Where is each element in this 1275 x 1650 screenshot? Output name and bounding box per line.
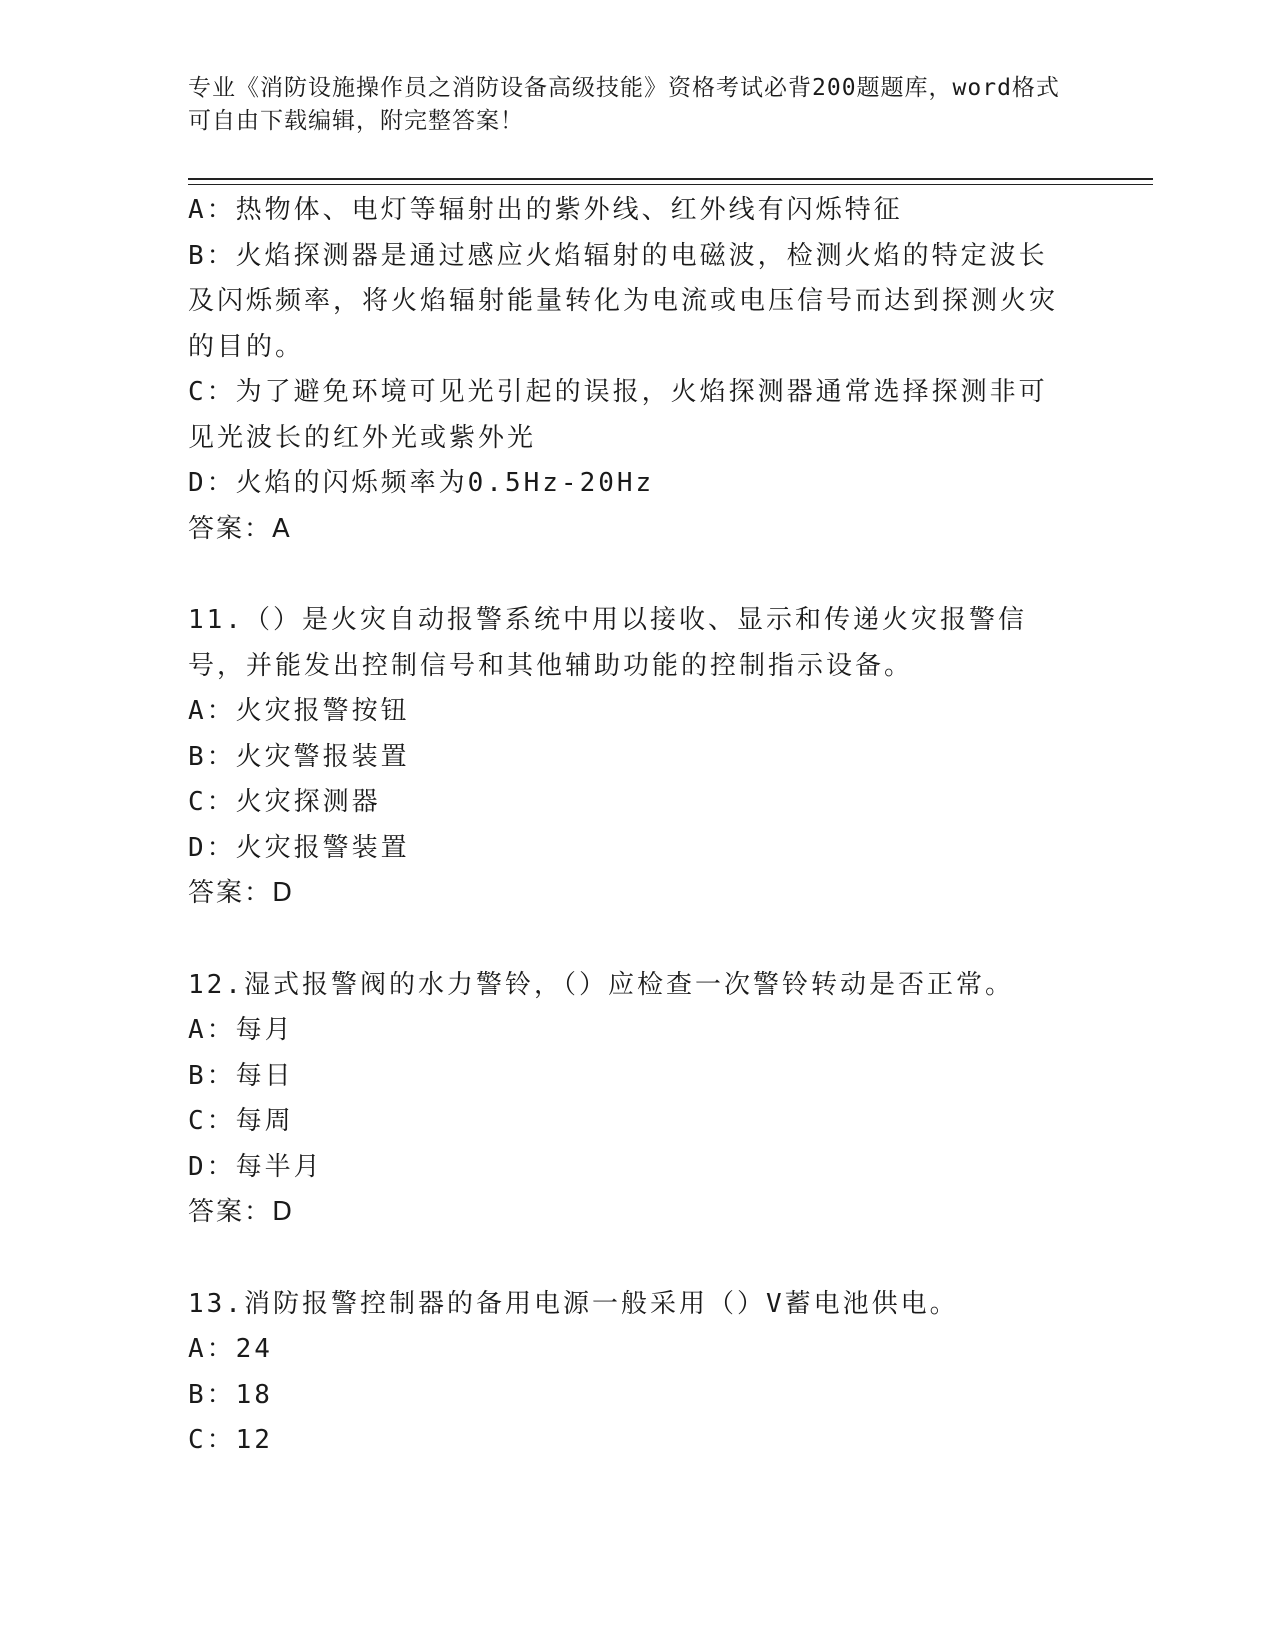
document-header [188,72,1068,138]
option-d: D：每半月 [188,1151,323,1182]
answer-line: 答案：D [188,878,295,908]
option-a: A：火灾报警按钮 [188,696,410,726]
option-d: D：火灾报警装置 [188,832,410,863]
question-13 [188,1282,1068,1464]
header-text: 专业《消防设施操作员之消防设备高级技能》资格考试必背200题题库，word格式可自由下载编辑，附完整答案！ [188,75,1060,134]
option-c: C：火灾探测器 [188,787,381,817]
question-11 [188,598,1068,917]
option-a: A：热物体、电灯等辐射出的紫外线、红外线有闪烁特征 [188,195,903,225]
option-a: A：每月 [188,1015,294,1045]
option-a: A：24 [188,1334,273,1364]
spacer [188,552,1068,598]
spacer [188,1236,1068,1282]
option-d: D：火焰的闪烁频率为0.5Hz-20Hz [188,468,655,498]
option-b: B：火灾警报装置 [188,741,410,772]
option-b: B：18 [188,1379,273,1410]
answer-line: 答案：D [188,1197,295,1227]
question-12 [188,963,1068,1236]
header-divider-thin [188,184,1153,185]
question-stem: 13.消防报警控制器的备用电源一般采用（）V蓄电池供电。 [188,1288,959,1319]
option-b: B：每日 [188,1060,294,1091]
option-c: C：为了避免环境可见光引起的误报，火焰探测器通常选择探测非可见光波长的红外光或紫外光 [188,377,1048,453]
option-c: C：12 [188,1425,273,1455]
question-stem: 12.湿式报警阀的水力警铃，（）应检查一次警铃转动是否正常。 [188,969,1014,1000]
question-stem: 11.（）是火灾自动报警系统中用以接收、显示和传递火灾报警信号，并能发出控制信号和其他辅助功能的控制指示设备。 [188,605,1027,681]
header-divider-thick [188,178,1153,180]
spacer [188,917,1068,963]
option-b: B：火焰探测器是通过感应火焰辐射的电磁波，检测火焰的特定波长及闪烁频率，将火焰辐射能量转化为电流或电压信号而达到探测火灾的目的。 [188,240,1059,362]
question-10 [188,188,1068,552]
question-content [188,188,1068,1464]
option-c: C：每周 [188,1106,294,1136]
answer-line: 答案：A [188,513,292,544]
